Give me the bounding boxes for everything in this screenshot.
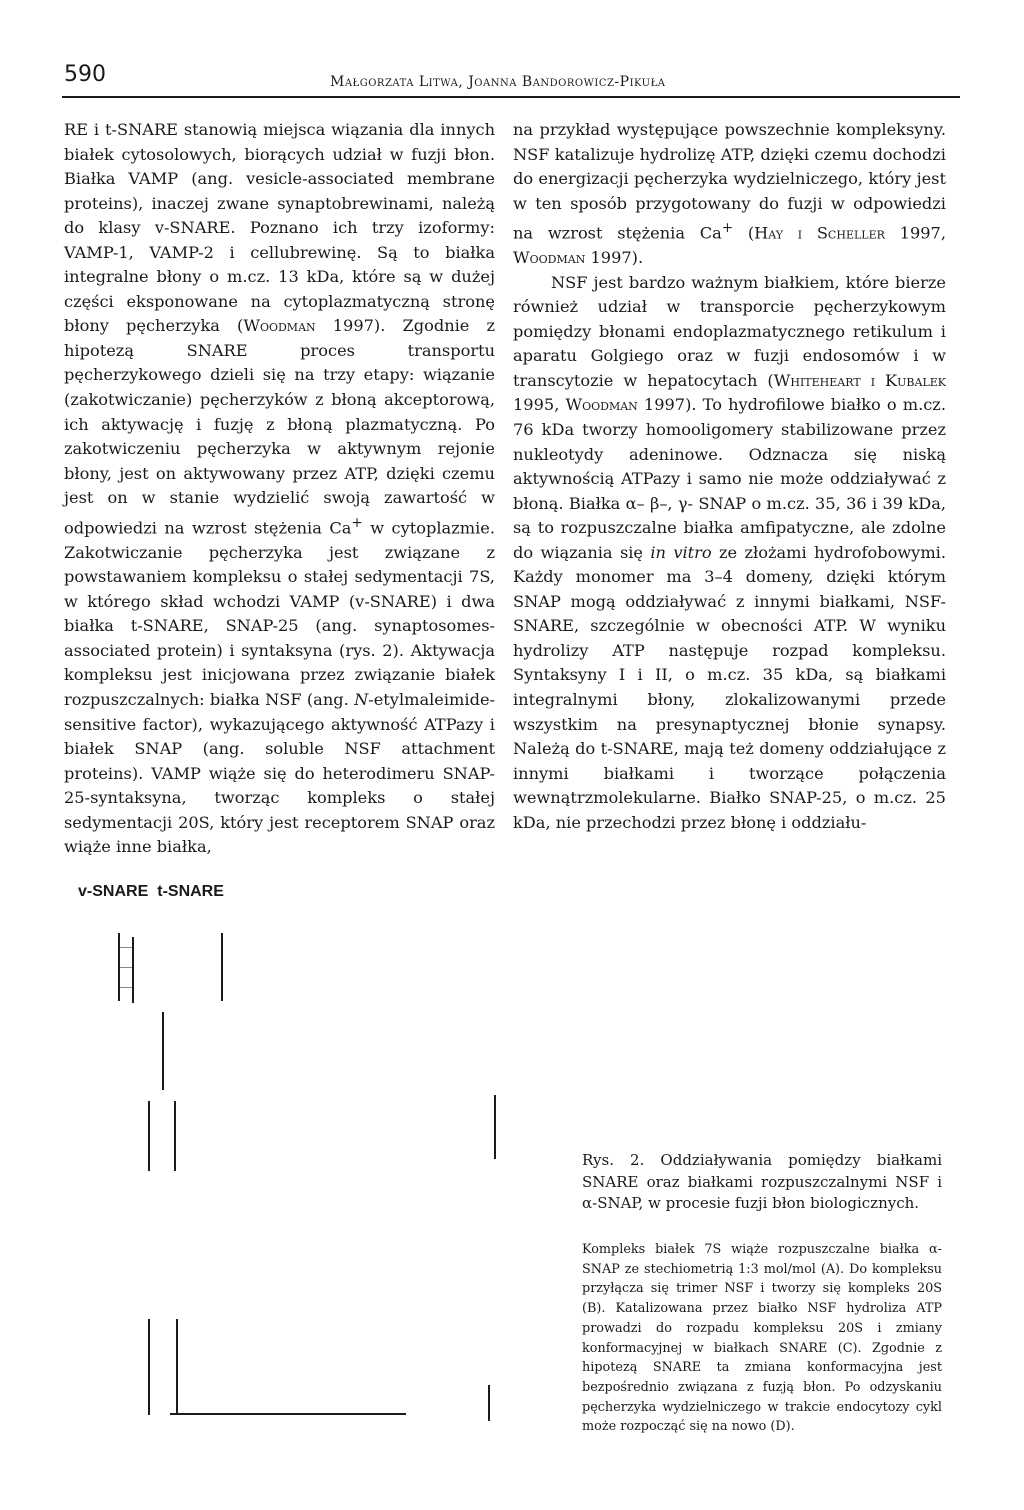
diagram-line [120,947,132,948]
italic-text: in vitro [650,542,712,562]
diagram-line [488,1385,490,1421]
page-number: 590 [64,62,106,87]
left-paragraph [64,118,495,860]
text-segment: -etylmaleimide-sensitive factor), wykazującego aktywność ATPazy i białek SNAP (ang. soluble NSF attachment proteins). VAMP wiąże się do heterodimeru SNAP-25-syntaksyna, tworząc kompleks o stałej sedymentacji 20S, który jest receptorem SNAP oraz wiąże inne białka, [64,689,495,857]
diagram-line [174,1101,176,1171]
text-segment: w cytoplazmie. Zakotwiczanie pęcherzyka jest związane z powstawaniem kompleksu o stałej sedymentacji 7S, w którego skład wchodzi VAMP (v-SNARE) i dwa białka t-SNARE, SNAP-25 (ang. synaptosomes-associated protein) i syntaksyna (rys. 2). Aktywacja kompleksu jest inicjowana przez związanie białek rozpuszczalnych: białka NSF (ang. [64,518,495,709]
text-segment: NSF jest bardzo ważnym białkiem, które bierze również udział w transporcie pęcherzykowym pomiędzy błonami endoplazmatycznego retikulum i aparatu Golgiego oraz w fuzji endosomów i w transcytozie w hepatocytach ( [513,272,946,390]
right-paragraph-2 [513,271,946,836]
diagram-line [132,937,134,1003]
diagram-line [120,967,132,968]
text-segment: ( [733,223,755,243]
t-snare-label: t-SNARE [157,883,224,900]
figure-snare-diagram [100,915,520,1435]
figure-caption-body [582,1240,942,1437]
text-segment: na przykład występujące powszechnie kompleksyny. NSF katalizuje hydrolizę ATP, dzięki czemu dochodzi do energizacji pęcherzyka wydzielniczego, który jest w ten sposób przygotowany do fuzji w odpowiedzi na wzrost stężenia Ca [513,120,946,243]
diagram-line [120,987,132,988]
diagram-line [221,933,223,1001]
citation: Hay i Scheller [754,223,885,243]
citation: Whiteheart i Kubalek [773,370,946,390]
text-segment: 1997, [884,223,946,243]
diagram-line [148,1101,150,1171]
v-snare-label: v-SNARE [78,883,149,900]
diagram-line [176,1319,178,1415]
text-segment: 1997). To hydrofilowe białko o m.cz. 76 kDa tworzy homooligomery stabilizowane przez nukleotydy adeninowe. Odznacza się niską aktywnością ATPazy i samo nie może oddziaływać z błoną. Białka α– β–, γ- SNAP o m.cz. 35, 36 i 39 kDa, są to rozpuszczalne białka amfipatyczne, ale zdolne do wiązania się [513,395,946,562]
citation: Woodman [565,395,638,415]
italic-text: N [354,689,369,709]
running-head-authors: Małgorzata Litwa, Joanna Bandorowicz-Pikuła [330,74,666,90]
right-paragraph-1 [513,118,946,271]
diagram-line [170,1413,406,1415]
text-segment: 1997). [585,248,644,268]
running-header [62,60,960,98]
caption-title-text: Rys. 2. Oddziaływania pomiędzy białkami SNARE oraz białkami rozpuszczalnymi NSF i α-SNAP, w procesie fuzji błon biologicznych. [582,1151,942,1212]
text-segment: 1995, [513,395,566,415]
superscript: + [721,220,734,237]
left-column [64,118,495,860]
figure-labels [78,883,233,901]
diagram-line [162,1012,164,1090]
text-segment: 1997). Zgodnie z hipotezą SNARE proces transportu pęcherzykowego dzieli się na trzy etapy: wiązanie (zakotwiczanie) pęcherzyków z błoną akceptorową, ich aktywację i fuzję z błoną plazmatyczną. Po zakotwiczeniu pęcherzyka w aktywnym rejonie błony, jest on aktywowany przez ATP, dzięki czemu jest on w stanie wydzielić swoją zawartość w odpowiedzi na wzrost stężenia Ca [64,316,495,538]
caption-body-text: Kompleks białek 7S wiąże rozpuszczalne białka α-SNAP ze stechiometrią 1:3 mol/mol (A). Do kompleksu przyłącza się trimer NSF i tworzy się kompleks 20S (B). Katalizowana przez białko NSF hydroliza ATP prowadzi do rozpadu kompleksu 20S i zmiany konformacyjnej w białkach SNARE (C). Zgodnie z hipotezą SNARE ta zmiana konformacyjna jest bezpośrednio związana z fuzją błon. Po odzyskaniu pęcherzyka wydzielniczego w trakcie endocytozy cykl może rozpocząć się na nowo (D). [582,1242,942,1435]
diagram-line [148,1319,150,1415]
superscript: + [351,514,363,531]
text-segment: ze złożami hydrofobowymi. Każdy monomer ma 3–4 domeny, dzięki którym SNAP mogą oddziaływać z innymi białkami, NSF-SNARE, szczególnie w obecności ATP. W wyniku hydrolizy ATP następuje rozpad kompleksu. Syntaksyny I i II, o m.cz. 35 kDa, są białkami integralnymi błony, zlokalizowanymi przede wszystkim na presynaptycznej błonie synapsy. Należą do t-SNARE, mają też domeny oddziałujące z innymi białkami i tworzące połączenia wewnątrzmolekularne. Białko SNAP-25, o m.cz. 25 kDa, nie przechodzi przez błonę i oddziału- [513,542,947,832]
figure-caption-title [582,1150,942,1215]
text-segment: RE i t-SNARE stanowią miejsca wiązania dla innych białek cytosolowych, biorących udział w fuzji błon. Białka VAMP (ang. vesicle-associated membrane proteins), inaczej zwane synaptobrewinami, należą do klasy v-SNARE. Poznano ich trzy izoformy: VAMP-1, VAMP-2 i cellubrewinę. Są to białka integralne błony o m.cz. 13 kDa, które są w dużej części eksponowane na cytoplazmatyczną stronę błony pęcherzyka ( [64,120,495,336]
citation: Woodman [513,248,586,268]
right-column [513,118,946,835]
citation: Woodman [243,316,316,336]
diagram-line [494,1095,496,1159]
